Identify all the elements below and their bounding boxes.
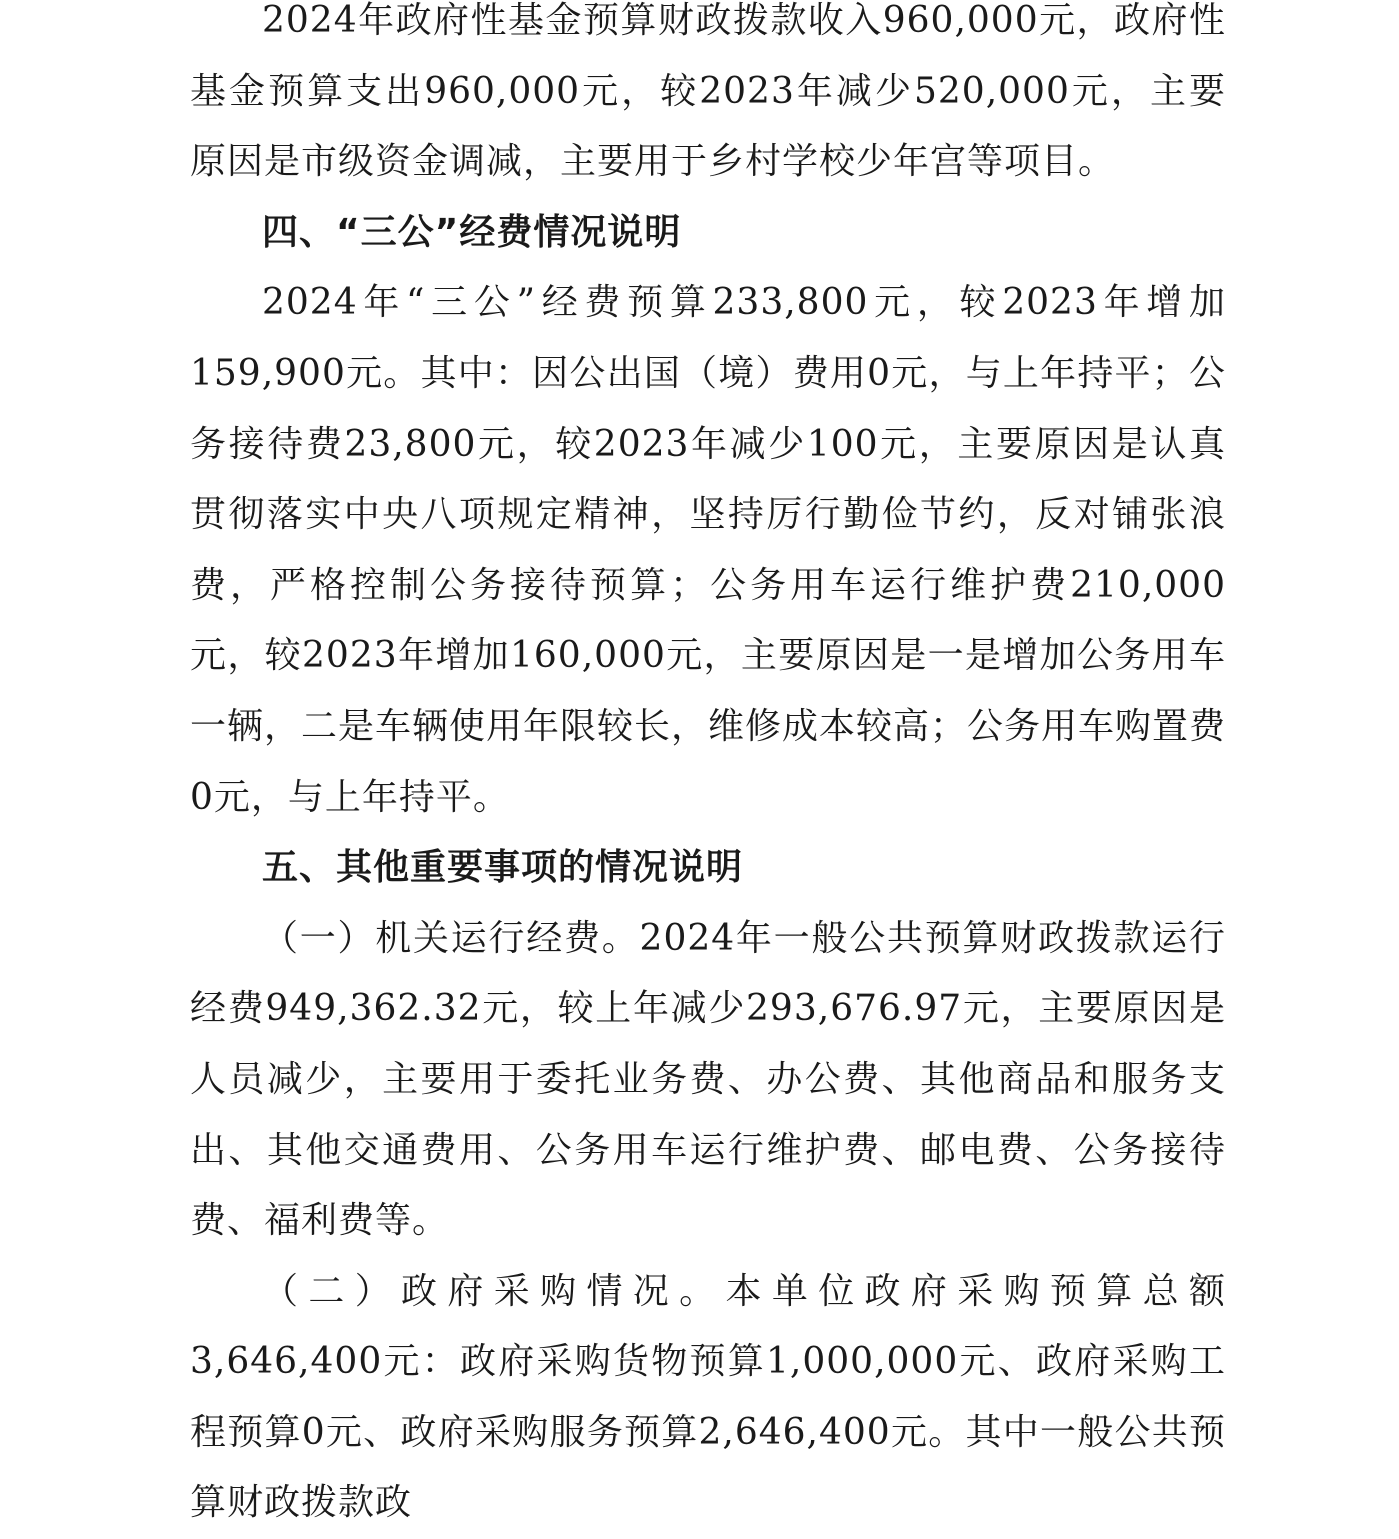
document-page	[190, 0, 1226, 1539]
paragraph-fund-budget: 2024年政府性基金预算财政拨款收入960,000元，政府性基金预算支出960,000元，较2023年减少520,000元，主要原因是市级资金调减，主要用于乡村学校少年宫等项目。	[190, 0, 1226, 183]
paragraph-procurement: （二）政府采购情况。本单位政府采购预算总额3,646,400元：政府采购货物预算1,000,000元、政府采购工程预算0元、政府采购服务预算2,646,400元。其中一般公共预算财政拨款政	[190, 1270, 1226, 1524]
paragraph-sangong-expenses: 2024年“三公”经费预算233,800元，较2023年增加159,900元。其中：因公出国（境）费用0元，与上年持平；公务接待费23,800元，较2023年减少100元，主要原因是认真贯彻落实中央八项规定精神，坚持厉行勤俭节约，反对铺张浪费，严格控制公务接待预算；公务用车运行维护费210,000元，较2023年增加160,000元，主要原因是一是增加公务用车一辆，二是车辆使用年限较长，维修成本较高；公务用车购置费0元，与上年持平。	[190, 282, 1227, 818]
heading-sangong-expenses: 四、“三公”经费情况说明	[262, 211, 682, 253]
paragraph-operation-expenses: （一）机关运行经费。2024年一般公共预算财政拨款运行经费949,362.32元，较上年减少293,676.97元，主要原因是人员减少，主要用于委托业务费、办公费、其他商品和服务支出、其他交通费用、公务用车运行维护费、邮电费、公务接待费、福利费等。	[190, 917, 1226, 1242]
heading-other-matters: 五、其他重要事项的情况说明	[262, 847, 744, 889]
